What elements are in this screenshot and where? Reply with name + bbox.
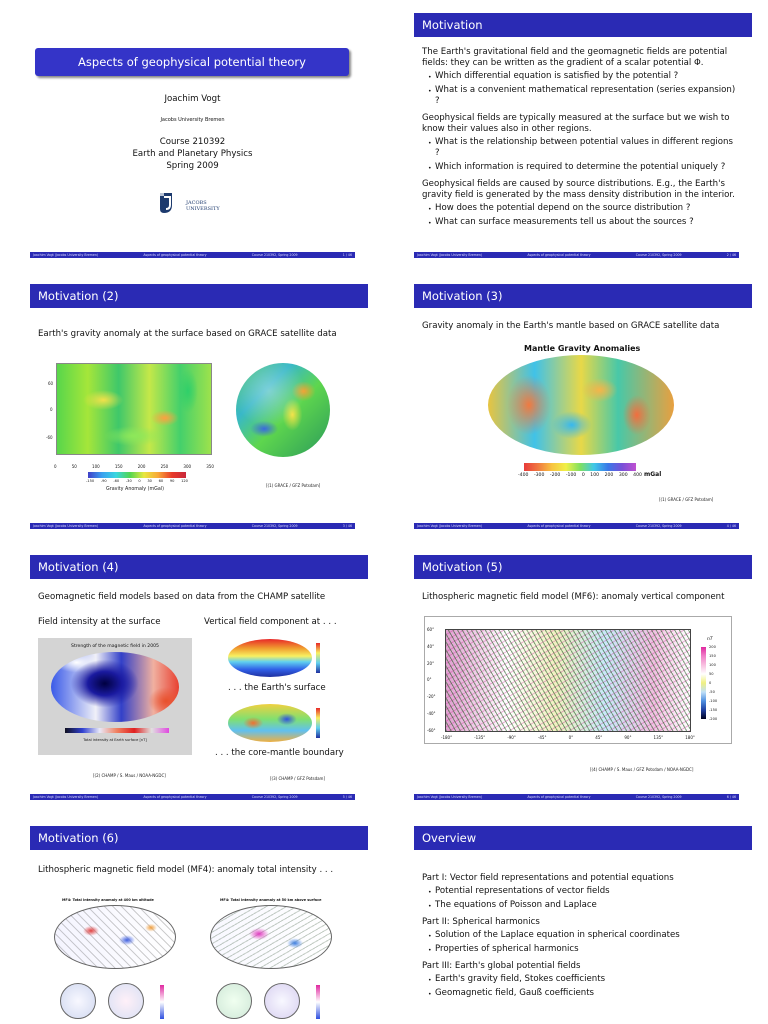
right-label: Vertical field component at . . . bbox=[204, 617, 337, 627]
x-tick: 100 bbox=[92, 464, 100, 469]
part-items bbox=[422, 930, 738, 955]
footer-course: Course 210392, Spring 2009 bbox=[635, 795, 682, 799]
slide-header: Motivation (6) bbox=[30, 826, 368, 850]
colorbar-unit: nT bbox=[707, 637, 713, 642]
slide-2 bbox=[384, 0, 768, 271]
part-item: • Properties of spherical harmonics bbox=[435, 944, 738, 955]
x-tick: 350 bbox=[206, 464, 214, 469]
paragraph-3: Geophysical fields are caused by source distributions. E.g., the Earth's gravity field is generated by the mass density distribution in the interior. bbox=[422, 179, 735, 200]
lithospheric-field-panel bbox=[424, 616, 732, 744]
colorbar bbox=[65, 728, 169, 733]
lithospheric-field-map bbox=[445, 629, 691, 732]
footer-page: 5 / 46 bbox=[342, 795, 352, 799]
colorbar-ticks bbox=[709, 645, 717, 721]
colorbar-2 bbox=[316, 985, 320, 1019]
part-title: Part III: Earth's global potential fields bbox=[422, 961, 581, 971]
cb-tick: 300 bbox=[618, 473, 628, 478]
part-item: • Earth's gravity field, Stokes coefficients bbox=[435, 974, 738, 985]
y-tick: -40° bbox=[427, 711, 436, 717]
footer-course: Course 210392, Spring 2009 bbox=[251, 795, 298, 799]
part-items bbox=[422, 886, 738, 911]
slide-title: Aspects of geophysical potential theory bbox=[35, 48, 349, 76]
footer-author: Joachim Vogt (Jacobs University Bremen) bbox=[417, 253, 483, 257]
slide-7 bbox=[0, 813, 384, 1024]
footer-title: Aspects of geophysical potential theory bbox=[527, 524, 591, 528]
image-caption: [(4) CHAMP / S. Maus / GFZ Potsdam / NOAA-NGDC] bbox=[590, 767, 694, 772]
cb-tick: 0 bbox=[581, 473, 585, 478]
slide-text: Lithospheric magnetic field model (MF4): anomaly total intensity . . . bbox=[38, 865, 334, 875]
cb-tick: -30 bbox=[125, 479, 132, 483]
x-tick: -180° bbox=[441, 735, 453, 740]
cb-tick: -400 bbox=[518, 473, 529, 478]
institute: Jacobs University Bremen bbox=[160, 117, 225, 123]
slide-header: Motivation (2) bbox=[30, 284, 368, 308]
slide-header: Motivation (4) bbox=[30, 555, 368, 579]
bullet-item: • Which information is required to determine the potential uniquely ? bbox=[435, 162, 738, 173]
logo-text-1: JACOBS bbox=[186, 200, 207, 206]
cb-tick: 60 bbox=[158, 479, 164, 483]
vertical-field-cmb-map bbox=[228, 704, 312, 742]
y-tick: 0° bbox=[427, 677, 432, 683]
slide-1 bbox=[0, 0, 384, 271]
footer-author: Joachim Vogt (Jacobs University Bremen) bbox=[33, 524, 99, 528]
bullet-item: • What can surface measurements tell us about the sources ? bbox=[435, 217, 738, 228]
cb-tick: 200 bbox=[604, 473, 614, 478]
slide-3 bbox=[0, 271, 384, 542]
slide-header: Motivation (3) bbox=[414, 284, 752, 308]
slide-text: Lithospheric magnetic field model (MF6): anomaly vertical component bbox=[422, 592, 725, 602]
footer-author: Joachim Vogt (Jacobs University Bremen) bbox=[417, 524, 483, 528]
image-caption: [(1) GRACE / GFZ Potsdam] bbox=[266, 483, 321, 488]
slide-text: Gravity anomaly in the Earth's mantle based on GRACE satellite data bbox=[422, 321, 720, 331]
y-tick: 0 bbox=[50, 407, 53, 412]
slide-4 bbox=[384, 271, 768, 542]
part-title: Part II: Spherical harmonics bbox=[422, 917, 540, 927]
y-tick: 40° bbox=[427, 643, 435, 649]
x-tick: -135° bbox=[474, 735, 486, 740]
bullet-list-1 bbox=[422, 71, 738, 107]
footer-page: 4 / 46 bbox=[726, 524, 736, 528]
cb-tick: -100 bbox=[709, 699, 718, 703]
map-title: Mantle Gravity Anomalies bbox=[524, 344, 641, 353]
x-tick: 150 bbox=[114, 464, 123, 469]
x-tick: -90° bbox=[507, 735, 516, 740]
footer-bar bbox=[414, 523, 739, 529]
paragraph-2: Geophysical fields are typically measured at the surface but we wish to know their values also in other regions. bbox=[422, 113, 730, 134]
footer-course: Course 210392, Spring 2009 bbox=[251, 253, 298, 257]
y-tick: -20° bbox=[427, 694, 436, 700]
footer-title: Aspects of geophysical potential theory bbox=[143, 795, 207, 799]
slide-text: Earth's gravity anomaly at the surface based on GRACE satellite data bbox=[38, 329, 337, 339]
logo-text-2: UNIVERSITY bbox=[186, 206, 220, 212]
colorbar-small bbox=[316, 643, 320, 673]
x-tick: 200 bbox=[137, 464, 146, 469]
bullet-item: • Which differential equation is satisfied by the potential ? bbox=[435, 71, 738, 82]
colorbar bbox=[88, 472, 186, 478]
bullet-item: • How does the potential depend on the source distribution ? bbox=[435, 203, 738, 214]
cb-tick: -200 bbox=[709, 717, 718, 721]
total-intensity-map-400km bbox=[54, 905, 176, 969]
sub-label-cmb: . . . the core-mantle boundary bbox=[215, 748, 344, 758]
cb-tick: -90 bbox=[100, 479, 107, 483]
cb-tick: 0 bbox=[709, 681, 712, 685]
x-tick: 300 bbox=[183, 464, 192, 469]
jacobs-logo bbox=[158, 191, 230, 217]
colorbar bbox=[524, 463, 636, 471]
cb-tick: -60 bbox=[113, 479, 120, 483]
cb-tick: -200 bbox=[549, 473, 561, 478]
polar-map-2 bbox=[108, 983, 144, 1019]
bullet-item: • What is a convenient mathematical representation (series expansion) ? bbox=[435, 85, 738, 107]
cb-tick: 200 bbox=[709, 645, 716, 649]
footer-course: Course 210392, Spring 2009 bbox=[635, 524, 682, 528]
y-tick: 60 bbox=[48, 381, 54, 386]
course-name: Earth and Planetary Physics bbox=[132, 149, 253, 159]
x-tick: 0 bbox=[54, 464, 57, 469]
cb-tick: -50 bbox=[709, 690, 715, 694]
cb-tick: 400 bbox=[633, 473, 642, 478]
footer-bar bbox=[30, 523, 355, 529]
colorbar-1 bbox=[160, 985, 164, 1019]
colorbar-label: Total intensity at Earth surface [nT] bbox=[83, 738, 147, 742]
author: Joachim Vogt bbox=[164, 94, 221, 104]
footer-title: Aspects of geophysical potential theory bbox=[143, 524, 207, 528]
x-ticks bbox=[54, 464, 214, 469]
y-tick: -60 bbox=[46, 435, 53, 440]
footer-title: Aspects of geophysical potential theory bbox=[527, 253, 591, 257]
gravity-anomaly-map bbox=[56, 363, 212, 455]
vertical-field-surface-map bbox=[228, 639, 312, 677]
colorbar-unit: mGal bbox=[644, 471, 662, 478]
map-title-1: MF4: Total intensity anomaly at 400 km altitude bbox=[62, 898, 154, 902]
bullet-item: • What is the relationship between potential values in different regions ? bbox=[435, 137, 738, 159]
field-intensity-panel bbox=[38, 638, 192, 755]
polar-map-4 bbox=[264, 983, 300, 1019]
y-tick: 20° bbox=[427, 660, 435, 666]
cb-tick: -100 bbox=[565, 473, 577, 478]
left-label: Field intensity at the surface bbox=[38, 617, 161, 627]
slide-header: Motivation bbox=[414, 13, 752, 37]
slide-header: Motivation (5) bbox=[414, 555, 752, 579]
y-tick: 60° bbox=[427, 627, 435, 632]
x-ticks bbox=[441, 735, 695, 740]
footer-bar bbox=[30, 252, 355, 258]
footer-page: 2 / 46 bbox=[726, 253, 736, 257]
x-tick: 180° bbox=[685, 735, 695, 740]
paragraph-1: The Earth's gravitational field and the geomagnetic fields are potential fields: they can be written as the gradient of a scalar potential Φ. bbox=[422, 47, 728, 68]
slide-6 bbox=[384, 542, 768, 813]
colorbar-ticks bbox=[518, 473, 642, 478]
footer-course: Course 210392, Spring 2009 bbox=[635, 253, 682, 257]
part-item: • Geomagnetic field, Gauß coefficients bbox=[435, 988, 738, 999]
cb-tick: -150 bbox=[86, 479, 95, 483]
cb-tick: 30 bbox=[147, 479, 152, 483]
polar-map-3 bbox=[216, 983, 252, 1019]
x-tick: 250 bbox=[160, 464, 169, 469]
x-tick: 45° bbox=[595, 735, 603, 740]
footer-author: Joachim Vogt (Jacobs University Bremen) bbox=[417, 795, 483, 799]
term: Spring 2009 bbox=[166, 161, 219, 171]
cb-tick: 120 bbox=[181, 479, 188, 483]
colorbar-label: Gravity Anomaly (mGal) bbox=[106, 487, 165, 492]
slide-8 bbox=[384, 813, 768, 1024]
footer-page: 1 / 46 bbox=[342, 253, 352, 257]
image-caption-2: [(3) CHAMP / GFZ Potsdam] bbox=[270, 776, 326, 781]
bullet-list-3 bbox=[422, 203, 738, 228]
footer-bar bbox=[414, 794, 739, 800]
footer-bar bbox=[414, 252, 739, 258]
slide-header: Overview bbox=[414, 826, 752, 850]
footer-bar bbox=[30, 794, 355, 800]
part-items bbox=[422, 974, 738, 999]
overview-list bbox=[422, 873, 738, 1005]
footer-page: 6 / 46 bbox=[726, 795, 736, 799]
map-title-2: MF4: Total intensity anomaly at 50 km above surface bbox=[220, 898, 322, 902]
cb-tick: -300 bbox=[533, 473, 545, 478]
map-title: Strength of the magnetic field in 2005 bbox=[71, 644, 159, 649]
cb-tick: 90 bbox=[169, 479, 175, 483]
cb-tick: 100 bbox=[709, 663, 716, 667]
footer-author: Joachim Vogt (Jacobs University Bremen) bbox=[33, 795, 99, 799]
footer-page: 3 / 46 bbox=[342, 524, 352, 528]
slide-body bbox=[422, 47, 738, 234]
image-caption: [(1) GRACE / GFZ Potsdam] bbox=[659, 497, 714, 502]
part-title: Part I: Vector field representations and potential equations bbox=[422, 873, 674, 883]
part-item: • Solution of the Laplace equation in spherical coordinates bbox=[435, 930, 738, 941]
slide-5 bbox=[0, 542, 384, 813]
footer-title: Aspects of geophysical potential theory bbox=[527, 795, 591, 799]
field-intensity-map bbox=[51, 652, 179, 722]
colorbar-ticks bbox=[86, 479, 188, 483]
sub-label-surface: . . . the Earth's surface bbox=[228, 683, 326, 693]
y-ticks bbox=[427, 627, 436, 733]
cb-tick: 0 bbox=[138, 479, 141, 483]
cb-tick: 100 bbox=[590, 473, 600, 478]
part-item: • Potential representations of vector fields bbox=[435, 886, 738, 897]
total-intensity-map-50km bbox=[210, 905, 332, 969]
polar-map-1 bbox=[60, 983, 96, 1019]
x-tick: 90° bbox=[624, 735, 632, 740]
x-tick: 0° bbox=[568, 735, 574, 740]
footer-course: Course 210392, Spring 2009 bbox=[251, 524, 298, 528]
gravity-globe bbox=[236, 363, 330, 457]
course-number: Course 210392 bbox=[159, 137, 226, 147]
x-tick: -45° bbox=[537, 735, 547, 740]
colorbar-small bbox=[316, 708, 320, 738]
x-tick: 50 bbox=[71, 464, 77, 469]
x-tick: 135° bbox=[653, 735, 664, 740]
slide-text: Geomagnetic field models based on data from the CHAMP satellite bbox=[38, 592, 326, 602]
cb-tick: 50 bbox=[709, 672, 714, 676]
colorbar bbox=[701, 647, 706, 719]
cb-tick: -150 bbox=[709, 708, 718, 712]
image-caption-1: [(2) CHAMP / S. Maus / NOAA-NGDC] bbox=[93, 773, 166, 778]
bullet-list-2 bbox=[422, 137, 738, 173]
footer-title: Aspects of geophysical potential theory bbox=[143, 253, 207, 257]
cb-tick: 150 bbox=[709, 654, 716, 658]
y-tick: -60° bbox=[427, 727, 436, 733]
mantle-anomaly-map bbox=[488, 355, 674, 455]
part-item: • The equations of Poisson and Laplace bbox=[435, 900, 738, 911]
footer-author: Joachim Vogt (Jacobs University Bremen) bbox=[33, 253, 99, 257]
